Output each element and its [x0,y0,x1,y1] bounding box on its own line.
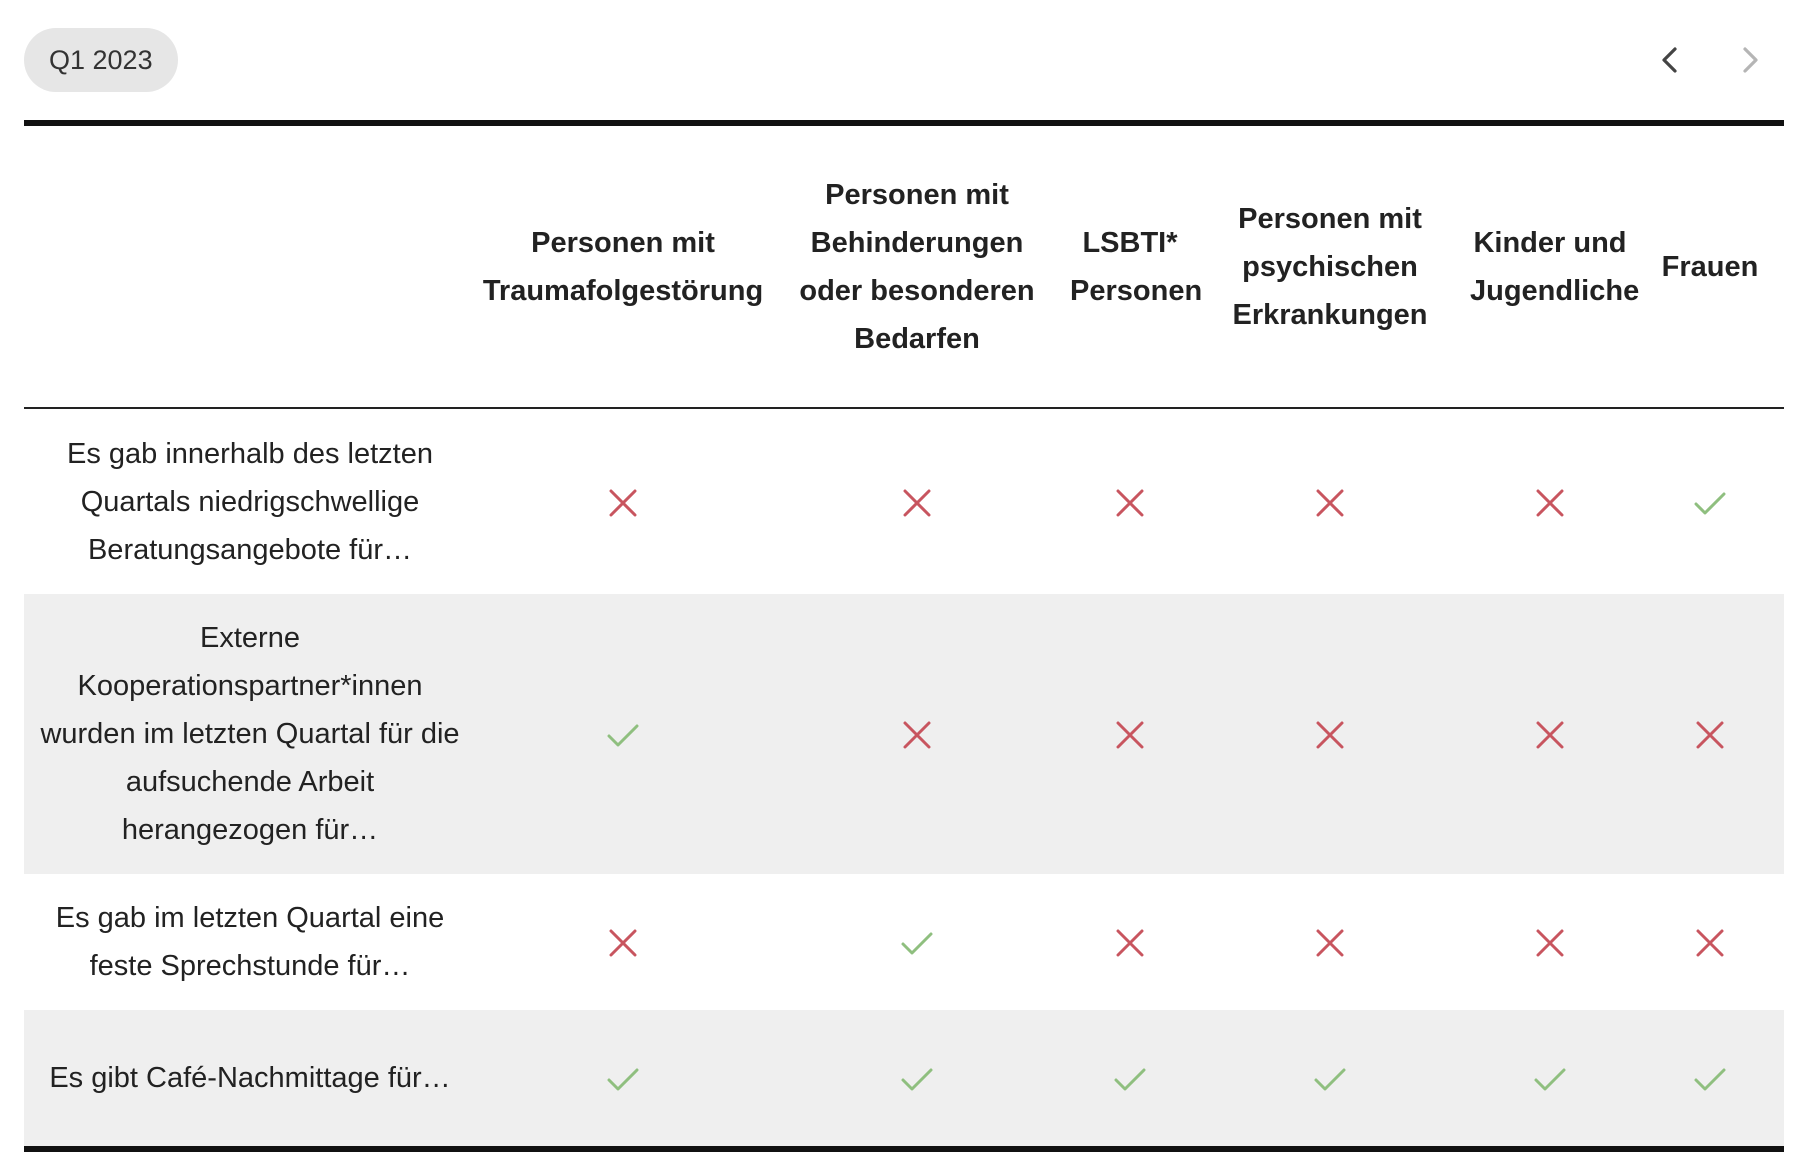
check-icon [605,717,641,753]
cross-icon [1312,485,1348,521]
cross-icon [1112,717,1148,753]
check-icon [1692,485,1728,521]
column-header-trauma: Personen mit Traumafolgestörung [476,126,770,408]
status-cell [476,594,770,874]
column-header-lsbti: LSBTI* Personen [1064,126,1196,408]
check-icon [605,1061,641,1097]
chevron-right-icon [1730,42,1770,78]
quarter-selector[interactable]: Q1 2023 [24,28,178,92]
next-quarter-button[interactable] [1730,42,1770,78]
status-cell [1464,874,1636,1010]
column-header-empty [24,126,476,408]
cross-icon [1312,925,1348,961]
check-icon [899,1061,935,1097]
status-cell [1196,594,1464,874]
status-cell [770,1010,1064,1146]
cross-icon [1692,717,1728,753]
row-question: Es gab innerhalb des letzten Quartals niedrigschwellige Beratungsangebote für… [67,437,433,566]
check-icon [1692,1061,1728,1097]
status-cell [770,594,1064,874]
row-question: Es gab im letzten Quartal eine feste Sprechstunde für… [55,902,445,982]
cross-icon [1112,925,1148,961]
check-icon [1532,1061,1568,1097]
status-cell [1196,1010,1464,1146]
cross-icon [605,925,641,961]
table-row [24,594,1784,874]
check-icon [1112,1061,1148,1097]
status-cell [1636,408,1784,594]
status-cell [1064,408,1196,594]
column-header-children-youth: Kinder und Jugendliche [1464,126,1636,408]
status-cell [1064,874,1196,1010]
status-cell [1064,594,1196,874]
table-row [24,1010,1784,1146]
status-cell [770,874,1064,1010]
header-row [24,126,1784,408]
cross-icon [1312,717,1348,753]
row-question: Es gibt Café-Nachmittage für… [24,1010,476,1146]
status-cell [1636,594,1784,874]
cross-icon [1112,485,1148,521]
column-header-women: Frauen [1636,126,1784,408]
status-cell [1464,594,1636,874]
previous-quarter-button[interactable] [1650,42,1690,78]
status-cell [1636,1010,1784,1146]
status-cell [1464,408,1636,594]
cross-icon [1692,925,1728,961]
status-cell [1196,408,1464,594]
toolbar [24,28,1784,92]
row-question: Externe Kooperationspartner*innen wurden im letzten Quartal für die aufsuchende Arbeit herangezogen für… [24,594,476,874]
cross-icon [1532,717,1568,753]
status-cell [1064,1010,1196,1146]
column-header-disabilities: Personen mit Behinderungen oder besonderen Bedarfen [770,126,1064,408]
status-cell [1636,874,1784,1010]
table-row [24,874,1784,1010]
cross-icon [605,485,641,521]
cross-icon [899,485,935,521]
column-header-mental-illness: Personen mit psychischen Erkrankungen [1196,126,1464,408]
cross-icon [1532,485,1568,521]
cross-icon [899,717,935,753]
status-cell [1196,874,1464,1010]
check-icon [1312,1061,1348,1097]
status-cell [476,874,770,1010]
table-row [24,408,1784,594]
cross-icon [1532,925,1568,961]
status-cell [476,1010,770,1146]
status-cell [770,408,1064,594]
check-icon [899,925,935,961]
chevron-left-icon [1650,42,1690,78]
offers-table [24,120,1784,1152]
status-cell [476,408,770,594]
status-cell [1464,1010,1636,1146]
